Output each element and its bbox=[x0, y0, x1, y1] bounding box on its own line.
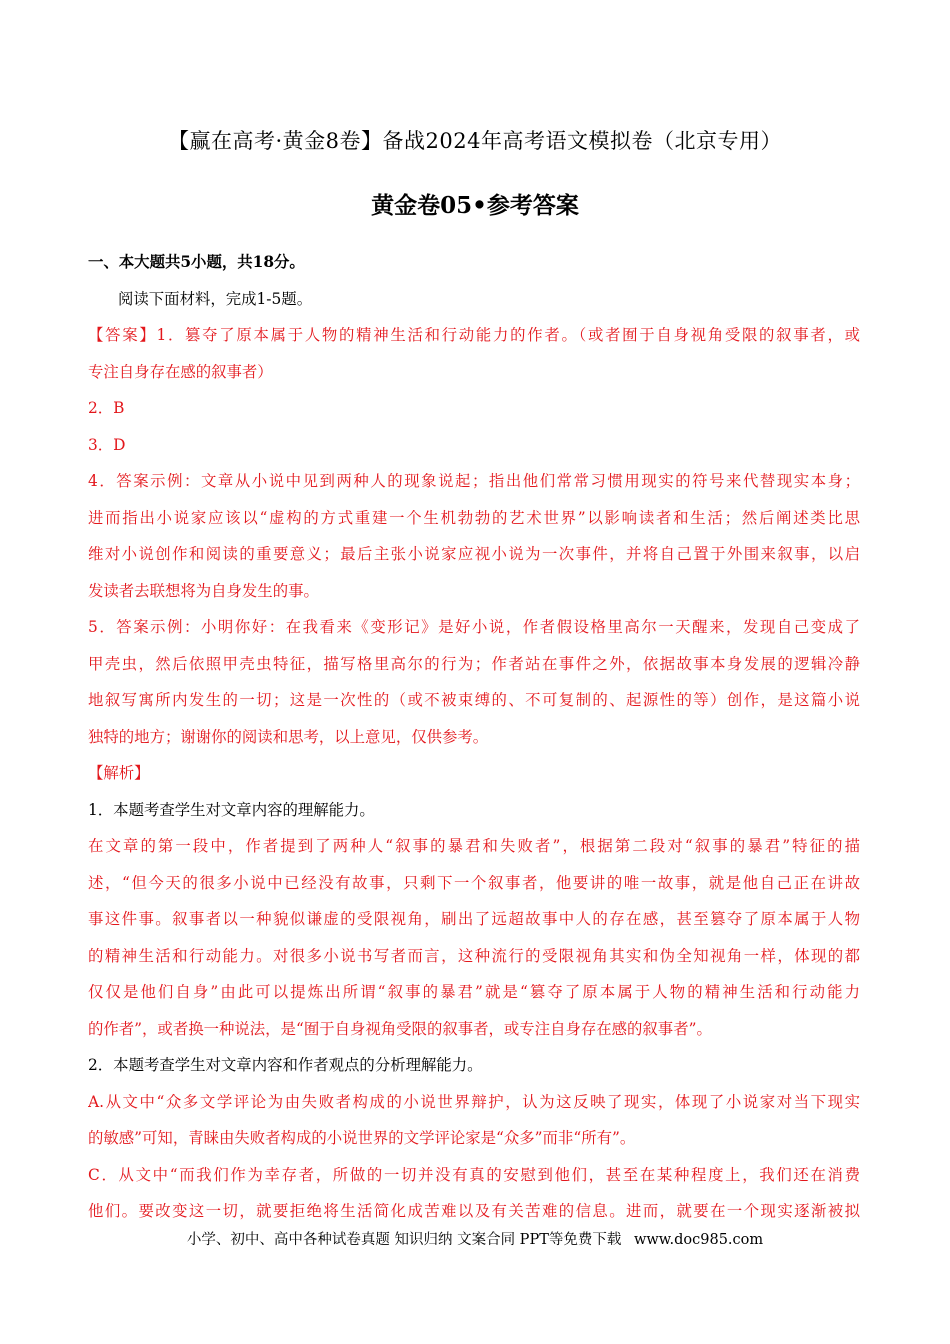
answer-2: 2．B bbox=[88, 399, 125, 417]
answer-5-line-1: 5．答案示例：小明你好：在我看来《变形记》是好小说，作者假设格里高尔一天醒来，发现自己变成了 bbox=[88, 618, 860, 636]
analysis-label: 【解析】 bbox=[88, 764, 150, 782]
footer-url[interactable]: www.doc985.com bbox=[633, 1232, 764, 1248]
section-instruction: 阅读下面材料，完成1-5题。 bbox=[118, 289, 313, 308]
answer-4-line-3: 维对小说创作和阅读的重要意义；最后主张小说家应视小说为一次事件，并将自己置于外围来叙事，以启 bbox=[88, 545, 860, 563]
analysis-q2a-line-1: A.从文中“众多文学评论为由失败者构成的小说世界辩护，认为这反映了现实，体现了小说家对当下现实 bbox=[88, 1092, 860, 1111]
answer-4-line-2: 进而指出小说家应该以“虚构的方式重建一个生机勃勃的艺术世界”以影响读者和生活；然后阐述类比思 bbox=[88, 508, 860, 527]
analysis-q2c-line-2: 他们。要改变这一切，就要拒绝将生活简化成苦难以及有关苦难的信息。进而，就要在一个现实逐渐被拟 bbox=[88, 1202, 860, 1220]
answer-4-line-4: 发读者去联想将为自身发生的事。 bbox=[88, 581, 319, 600]
page-title: 【赢在高考·黄金8卷】备战2024年高考语文模拟卷（北京专用） bbox=[168, 129, 782, 153]
section-heading: 一、本大题共5小题，共18分。 bbox=[88, 253, 305, 271]
answer-3: 3．D bbox=[88, 435, 126, 454]
answer-5-line-3: 地叙写寓所内发生的一切；这是一次性的（或不被束缚的、不可复制的、起源性的等）创作，是这篇小说 bbox=[88, 691, 860, 709]
analysis-q1-line-1: 在文章的第一段中，作者提到了两种人“叙事的暴君和失败者”，根据第二段对“叙事的暴君”特征的描 bbox=[88, 837, 860, 855]
answer-label: 【答案】 bbox=[88, 326, 157, 344]
page-subtitle: 黄金卷05•参考答案 bbox=[371, 192, 579, 219]
answer-5-line-4: 独特的地方；谢谢你的阅读和思考，以上意见，仅供参考。 bbox=[88, 727, 489, 746]
footer-text: 小学、初中、高中各种试卷真题 知识归纳 文案合同 PPT等免费下载 bbox=[186, 1232, 622, 1248]
analysis-q1-line-2: 述，“但今天的很多小说中已经没有故事，只剩下一个叙事者，他要讲的唯一故事，就是他自己正在讲故 bbox=[88, 873, 860, 892]
analysis-q1-line-3: 事这件事。叙事者以一种貌似谦虚的受限视角，刷出了远超故事中人的存在感，甚至篡夺了原本属于人物 bbox=[88, 910, 860, 928]
answer-4-line-1: 4．答案示例：文章从小说中见到两种人的现象说起；指出他们常常习惯用现实的符号来代替现实本身； bbox=[88, 472, 860, 490]
analysis-q1-line-4: 的精神生活和行动能力。对很多小说书写者而言，这种流行的受限视角其实和伪全知视角一样，体现的都 bbox=[88, 946, 860, 965]
document-body bbox=[88, 244, 860, 1230]
analysis-q2c-line-1: C．从文中“而我们作为幸存者，所做的一切并没有真的安慰到他们，甚至在某种程度上，我们还在消费 bbox=[88, 1165, 860, 1184]
answer-5-line-2: 甲壳虫，然后依照甲壳虫特征，描写格里高尔的行为；作者站在事件之外，依据故事本身发展的逻辑冷静 bbox=[88, 654, 860, 673]
analysis-q1-line-5: 仅仅是他们自身”由此可以提炼出所谓“叙事的暴君”就是“篡夺了原本属于人物的精神生活和行动能力 bbox=[88, 983, 860, 1001]
answer-1-line-1: 【答案】1．篡夺了原本属于人物的精神生活和行动能力的作者。（或者囿于自身视角受限的叙事者，或 bbox=[88, 326, 860, 344]
answer-1-line-2: 专注自身存在感的叙事者） bbox=[88, 362, 273, 381]
page-footer bbox=[0, 1228, 950, 1252]
analysis-q1-heading: 1．本题考查学生对文章内容的理解能力。 bbox=[88, 800, 375, 819]
analysis-q2-heading: 2．本题考查学生对文章内容和作者观点的分析理解能力。 bbox=[88, 1056, 483, 1074]
analysis-q2a-line-2: 的敏感”可知，青睐由失败者构成的小说世界的文学评论家是“众多”而非“所有”。 bbox=[88, 1129, 636, 1147]
analysis-q1-line-6: 的作者”，或者换一种说法，是“囿于自身视角受限的叙事者，或专注自身存在感的叙事者”。 bbox=[88, 1019, 712, 1038]
